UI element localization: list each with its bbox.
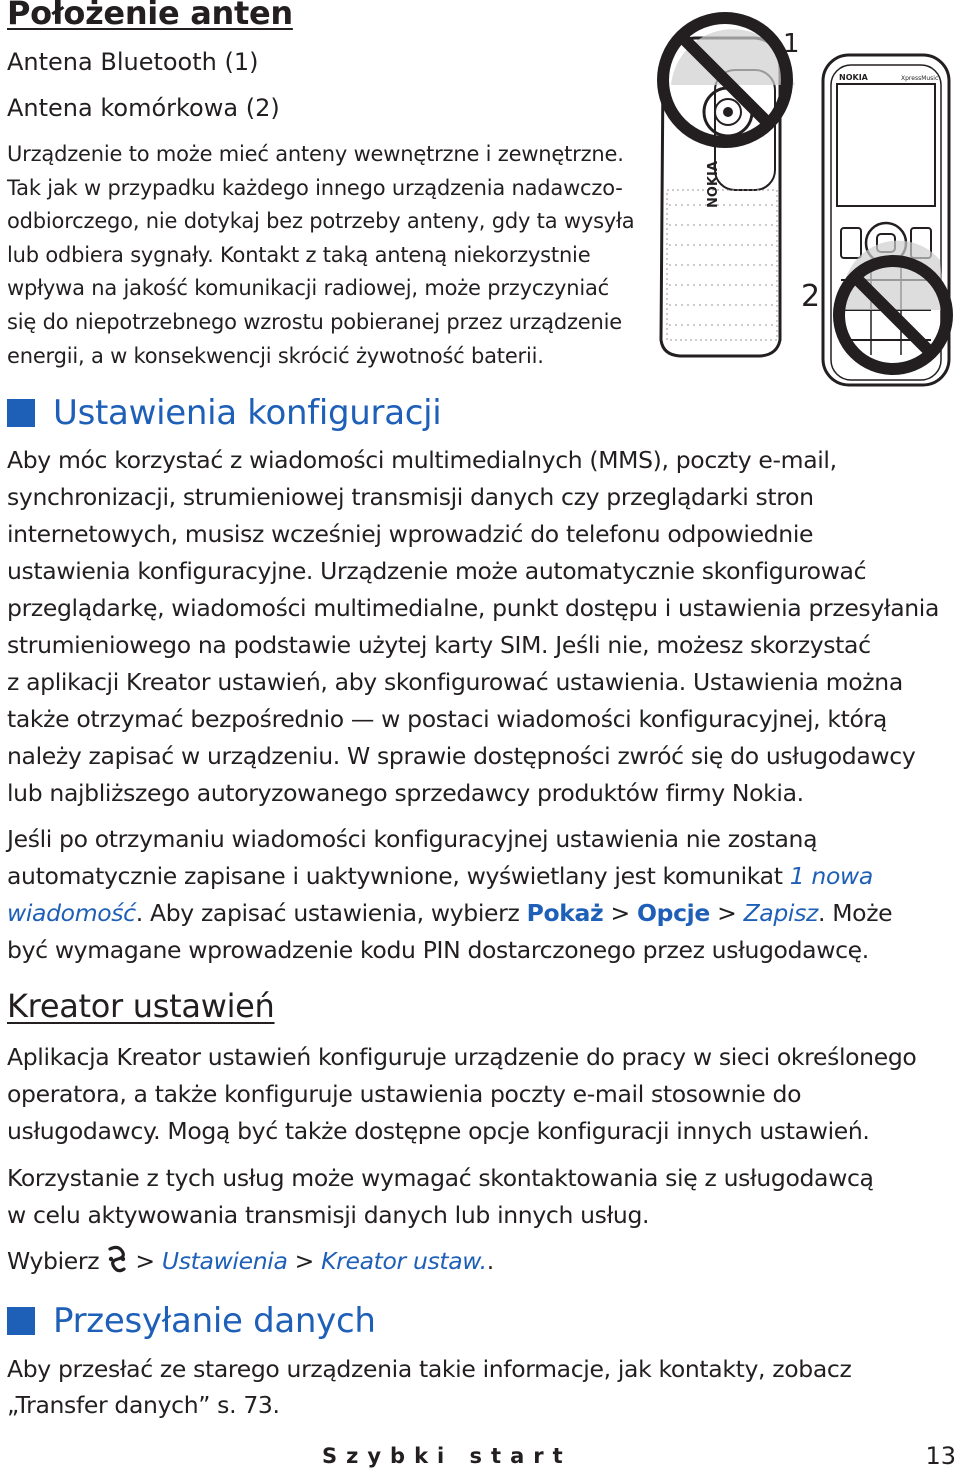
command-show: Pokaż [526,899,604,927]
wizard-paragraph-1 [7,1039,957,1150]
text-line: ustawienia konfiguracyjne. Urządzenie może automatycznie skonfigurować [7,557,867,585]
antenna-intro-paragraph [7,138,647,373]
menu-key-icon [106,1245,128,1273]
text-line: synchronizacji, strumieniowej transmisji danych czy przeglądarki stron [7,483,814,511]
antenna-2-label: 2 [801,279,821,314]
text-line: energii, a w konsekwencji skrócić żywotność baterii. [7,343,544,368]
section-heading-transfer [7,1301,376,1341]
path-separator: > [709,899,744,927]
message-name-cont: wiadomość [7,899,136,927]
page-number: 13 [925,1442,956,1470]
wizard-menu-path [7,1243,957,1280]
text-line: internetowych, musisz wcześniej wprowadzić do telefonu odpowiednie [7,520,814,548]
menu-item-settings: Ustawienia [161,1247,288,1275]
page-title: Położenie anten [7,0,293,32]
wizard-paragraph-2 [7,1160,957,1234]
text-line: Aby przesłać ze starego urządzenia takie informacje, jak kontakty, zobacz [7,1355,852,1383]
text-line: należy zapisać w urządzeniu. W sprawie dostępności zwróć się do usługodawcy [7,742,916,770]
text-line: przeglądarkę, wiadomości multimedialne, punkt dostępu i ustawienia przesyłania [7,594,940,622]
antenna-1-label: 1 [783,29,800,59]
no-touch-icon [663,18,795,142]
antenna-label-cellular: Antena komórkowa (2) [7,94,280,122]
section-marker-icon [7,1307,35,1335]
footer-chapter-label: Szybki start [322,1444,572,1468]
model-name: XpressMusic [901,75,939,82]
text-line: Urządzenie to może mieć anteny wewnętrzne i zewnętrzne. [7,142,624,166]
section-heading-config [7,393,441,433]
text-line: Jeśli po otrzymaniu wiadomości konfiguracyjnej ustawienia nie zostaną [7,825,818,853]
phone-back-illustration [661,38,780,356]
antenna-location-figure [655,10,955,390]
path-separator: > [287,1247,322,1275]
transfer-paragraph [7,1351,957,1423]
text-run: automatycznie zapisane i uaktywnione, wyświetlany jest komunikat [7,862,790,890]
brand-logo-back: NOKIA [706,161,721,208]
antenna-label-bluetooth: Antena Bluetooth (1) [7,48,259,76]
text-line: wpływa na jakość komunikacji radiowej, może przyczyniać [7,276,610,301]
command-options: Opcje [636,899,710,927]
text-line: się do niepotrzebnego wzrostu pobieranej przez urządzenie [7,309,622,334]
message-name: 1 nowa [789,862,873,890]
text-line: być wymagane wprowadzenie kodu PIN dostarczonego przez usługodawcę. [7,936,869,964]
text-line: Korzystanie z tych usług może wymagać skontaktowania się z usługodawcą [7,1164,874,1192]
text-line: lub odbiera sygnały. Kontakt z taką anteną niekorzystnie [7,242,591,267]
text-line: Tak jak w przypadku każdego innego urządzenia nadawczo- [7,175,623,200]
text-line: odbiorczego, nie dotykaj bez potrzeby anteny, gdy ta wysyła [7,209,635,234]
text-line [7,858,957,895]
menu-item-wizard: Kreator ustaw. [321,1247,487,1275]
no-touch-icon [839,241,947,369]
text-line: także otrzymać bezpośrednio — w postaci wiadomości konfiguracyjnej, którą [7,705,887,733]
brand-logo-front: NOKIA [839,73,868,82]
section-marker-icon [7,399,35,427]
config-paragraph-1 [7,442,957,812]
section-heading-text: Przesyłanie danych [53,1301,376,1341]
text-run: . [486,1247,494,1275]
text-line: w celu aktywowania transmisji danych lub innych usług. [7,1201,650,1229]
text-line: z aplikacji Kreator ustawień, aby skonfigurować ustawienia. Ustawienia można [7,668,903,696]
text-run: Wybierz [7,1247,107,1275]
text-line: operatora, a także konfiguruje ustawienia poczty e-mail stosownie do [7,1080,802,1108]
text-line [7,895,957,932]
text-line: strumieniowego na podstawie użytej karty SIM. Jeśli nie, możesz skorzystać [7,631,871,659]
text-line: „Transfer danych” s. 73. [7,1391,280,1419]
path-separator: > [128,1247,162,1275]
text-run: . Może [818,899,893,927]
command-save: Zapisz [743,899,818,927]
section-heading-text: Ustawienia konfiguracji [53,393,442,433]
text-line: usługodawcy. Mogą być także dostępne opcje konfiguracji innych ustawień. [7,1117,870,1145]
text-line: Aby móc korzystać z wiadomości multimedialnych (MMS), poczty e-mail, [7,446,837,474]
text-line: Aplikacja Kreator ustawień konfiguruje urządzenie do pracy w sieci określonego [7,1043,917,1071]
subheading-wizard: Kreator ustawień [7,987,275,1025]
text-line: lub najbliższego autoryzowanego sprzedawcy produktów firmy Nokia. [7,779,804,807]
config-paragraph-2 [7,821,957,969]
path-separator: > [603,899,637,927]
text-run: . Aby zapisać ustawienia, wybierz [135,899,527,927]
